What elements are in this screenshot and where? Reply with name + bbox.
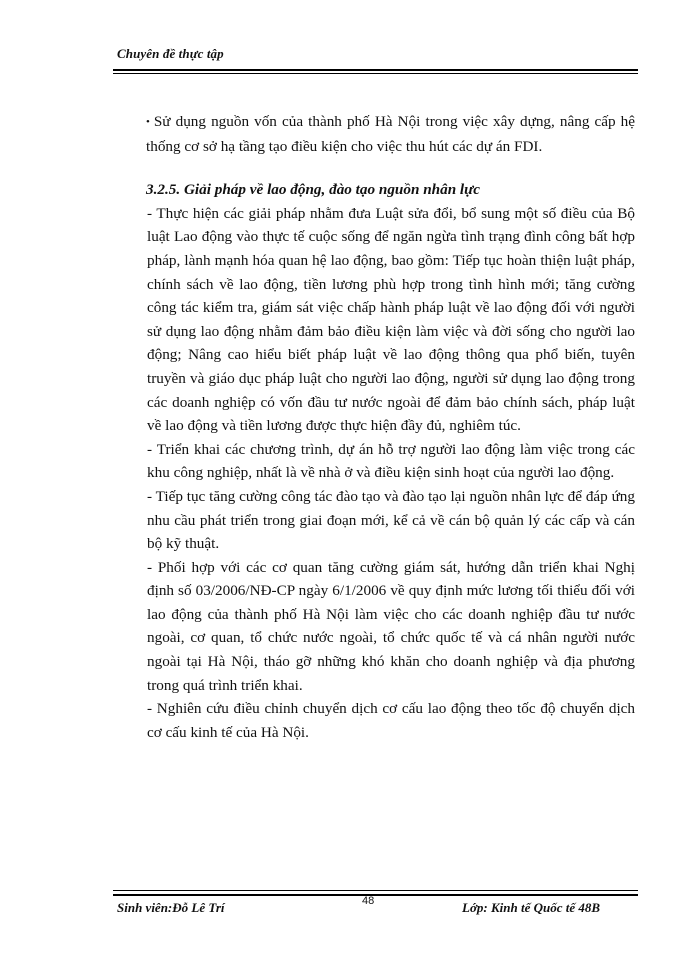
paragraph-3: - Tiếp tục tăng cường công tác đào tạo và đào tạo lại nguồn nhân lực để đáp ứng nhu cầu phát triển trong giai đoạn mới, kể cả về cán bộ quản lý các cấp và cán bộ kỹ thuật. (147, 487, 635, 553)
bullet-paragraph (146, 110, 635, 158)
page-number: 48 (362, 895, 375, 907)
paragraph-2: - Triển khai các chương trình, dự án hỗ trợ người lao động làm việc trong các khu công nghiệp, nhất là về nhà ở và điều kiện sinh hoạt của người lao động. (147, 440, 635, 482)
footer-rule-thick (113, 894, 638, 896)
bullet-icon: • (146, 116, 150, 128)
header-title: Chuyên đề thực tập (117, 46, 224, 61)
paragraph-5: - Nghiên cứu điều chỉnh chuyển dịch cơ cấu lao động theo tốc độ chuyển dịch cơ cấu kinh tế của Hà Nội. (147, 700, 635, 741)
footer-class: Lớp: Kinh tế Quốc tế 48B (462, 900, 601, 915)
footer-student: Sinh viên:Đỗ Lê Trí (117, 900, 225, 915)
footer-rule-thin (113, 890, 638, 891)
bullet-text: Sử dụng nguồn vốn của thành phố Hà Nội trong việc xây dựng, nâng cấp hệ thống cơ sở hạ tầng tạo điều kiện cho việc thu hút các dự án FDI. (146, 113, 635, 155)
header-rule-thick (113, 69, 638, 71)
document-body (147, 110, 635, 744)
header-rule-thin (113, 73, 638, 74)
paragraph-4: - Phối hợp với các cơ quan tăng cường giám sát, hướng dẫn triển khai Nghị định số 03/2006/NĐ-CP ngày 6/1/2006 về quy định mức lương tối thiểu đối với lao động của thành phố Hà Nội làm việc cho các doanh nghiệp đầu tư nước ngoài, cơ quan, tổ chức nước ngoài, tổ chức quốc tế và cá nhân người nước ngoài tại Hà Nội, tháo gỡ những khó khăn cho doanh nghiệp và địa phương trong quá trình triển khai. (147, 558, 635, 694)
paragraph-1: - Thực hiện các giải pháp nhằm đưa Luật sửa đổi, bổ sung một số điều của Bộ luật Lao động vào thực tế cuộc sống để ngăn ngừa tình trạng đình công bất hợp pháp, lành mạnh hóa quan hệ lao động, bao gồm: Tiếp tục hoàn thiện luật pháp, chính sách về lao động, tiền lương phù hợp trong tình hình mới; tăng cường công tác kiểm tra, giám sát việc chấp hành pháp luật về lao động đối với người sử dụng lao động nhằm đảm bảo điều kiện làm việc và đời sống cho người lao động; Nâng cao hiểu biết pháp luật về lao động thông qua phổ biến, tuyên truyền và giáo dục pháp luật cho người lao động, người sử dụng lao động trong các doanh nghiệp có vốn đầu tư nước ngoài để đảm bảo chính sách, pháp luật về lao động và tiền lương được thực hiện đầy đủ, nghiêm túc. (147, 204, 635, 435)
section-heading: 3.2.5. Giải pháp về lao động, đào tạo nguồn nhân lực (146, 181, 480, 199)
